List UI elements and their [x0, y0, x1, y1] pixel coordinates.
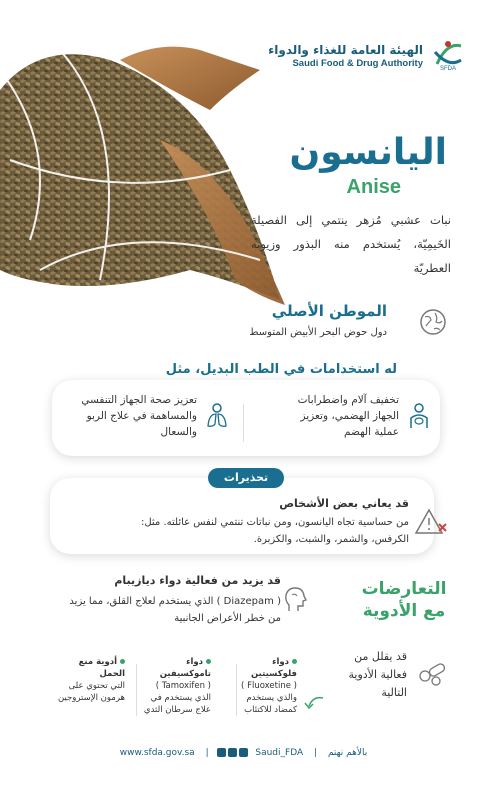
sfda-emblem-icon	[431, 38, 465, 72]
drug-item-tamoxifen	[141, 656, 211, 716]
lungs-icon	[203, 402, 231, 430]
drug-desc: التي تحتوي على هرمون الإستروجين	[57, 681, 125, 703]
plant-description: نبات عشبي مُزهر ينتمي إلى الفصيلة الخَيمِيّة، يُستخدم منه البذور وزيوته العطريّة	[251, 213, 451, 275]
org-name-en: Saudi Food & Drug Authority	[292, 57, 423, 69]
drug-item-contraceptives	[57, 656, 125, 704]
warning-icon	[415, 508, 447, 536]
page-title: اليانسون	[289, 132, 447, 173]
use-item-respiratory: تعزيز صحة الجهاز التنفسي والمساهمة في علاج الربو والسعال	[81, 394, 197, 438]
drug-name: دواء فلوكسيتين	[250, 657, 297, 679]
page-subtitle-en: Anise	[346, 176, 401, 198]
head-icon	[283, 585, 307, 613]
org-name-ar: الهيئة العامة للغذاء والدواء	[268, 42, 423, 57]
pills-icon	[417, 662, 447, 686]
globe-icon	[419, 308, 447, 336]
warnings-badge: تحذيرات	[208, 468, 284, 488]
warnings-text: من حساسية تجاه اليانسون، ومن نباتات تنتمي لنفس عائلته. مثل: الكرفس، والشمر، والشبت، والكزبرة.	[140, 517, 409, 545]
drug-name: أدوية منع الحمل	[78, 657, 125, 679]
social-icon[interactable]	[228, 748, 237, 757]
social-icon[interactable]	[217, 748, 226, 757]
reduce-effect-text: قد يقلل من فعالية الأدوية التالية	[348, 650, 407, 699]
footer: بالأهم نهتم | www.sfda.gov.sa | Saudi_FDA	[119, 748, 368, 758]
logo-badge: SFDA	[439, 66, 457, 72]
origin-text: دول حوض البحر الأبيض المتوسط	[249, 327, 387, 338]
drug-divider	[136, 664, 137, 716]
diazepam-title: قد يزيد من فعالية دواء ديازيبام	[114, 574, 281, 587]
diazepam-text: ( Diazepam ) الذي يستخدم لعلاج القلق، مما يزيد من خطر الأعراض الجانبية	[69, 596, 281, 624]
drug-desc: ( Fluoxetine ) والذي يستخدم كمضاد للاكتئاب	[241, 681, 297, 715]
origin-title: الموطن الأصلي	[271, 302, 387, 320]
sfda-logo	[268, 38, 465, 72]
arrow-icon	[303, 694, 325, 712]
anise-seeds-image	[0, 30, 300, 330]
warnings-title: قد يعاني بعض الأشخاص	[279, 497, 409, 510]
use-item-digestive: تخفيف آلام واضطرابات الجهاز الهضمي، وتعزيز عملية الهضم	[297, 394, 399, 438]
stomach-icon	[405, 402, 433, 430]
uses-divider	[243, 404, 244, 442]
footer-handle[interactable]: Saudi_FDA	[255, 748, 304, 758]
drug-divider	[236, 664, 237, 716]
drug-desc: ( Tamoxifen ) الذي يستخدم في علاج سرطان الثدي	[143, 681, 211, 715]
uses-title: له استخدامات في الطب البديل، مثل	[165, 362, 397, 377]
drug-item-fluoxetine	[229, 656, 297, 716]
drug-name: دواء تاموكسيفين	[159, 657, 211, 679]
footer-slogan: بالأهم نهتم	[327, 748, 368, 758]
social-icon[interactable]	[239, 748, 248, 757]
footer-website[interactable]: www.sfda.gov.sa	[119, 748, 195, 758]
interactions-title: التعارضات مع الأدوية	[361, 579, 447, 621]
